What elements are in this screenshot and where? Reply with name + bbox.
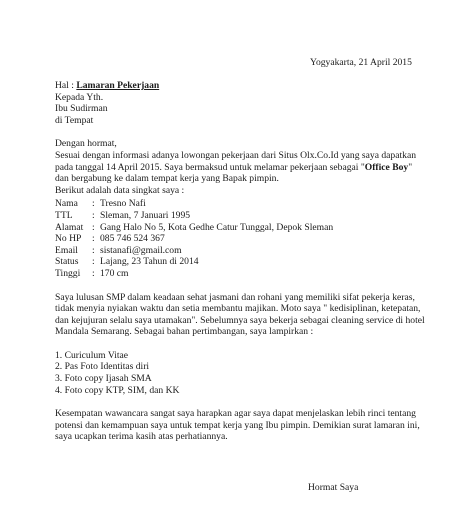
data-row-no-hp (55, 233, 427, 245)
subject-prefix: Hal : (55, 80, 77, 91)
data-value: Lajang, 23 Tahun di 2014 (100, 256, 199, 268)
data-row-email (55, 245, 427, 257)
data-row-alamat (55, 222, 427, 234)
body-line: tidak menyia nyiakan waktu dan setia membantu majikan. Moto saya " kedisiplinan, ketepatan, (55, 303, 421, 315)
data-value: Gang Halo No 5, Kota Gedhe Catur Tunggal, Depok Sleman (100, 221, 334, 233)
data-row-nama (55, 198, 427, 210)
intro-text: pada tanggal 14 April 2015. Saya bermaksud untuk melamar pekerjaan sebagai " (55, 161, 365, 173)
signoff: Hormat Saya (308, 482, 359, 493)
data-separator: : (92, 256, 95, 268)
data-value: sistanafi@gmail.com (100, 244, 182, 256)
letter-date: Yogyakarta, 21 April 2015 (310, 57, 412, 68)
data-label: Alamat (55, 221, 84, 233)
intro-line: Sesuai dengan informasi adanya lowongan pekerjaan dari Situs Olx.Co.Id yang saya dapatkan (55, 149, 416, 161)
position-title: Office Boy (364, 161, 409, 173)
body-line: dan kejujuran selalu saya utamakan". Sebelumnya saya bekerja sebagai cleaning service di hotel (55, 314, 425, 326)
data-label: TTL (55, 209, 73, 221)
subject-line (55, 80, 427, 92)
intro-line: dan bergabung ke dalam tempat kerja yang Bapak pimpin. (55, 173, 279, 185)
data-label: No HP (55, 233, 82, 245)
attachment-item: 4. Foto copy KTP, SIM, dan KK (55, 384, 180, 396)
data-value: Tresno Nafi (100, 198, 146, 210)
data-label: Nama (55, 198, 78, 210)
closing-line: Kesempatan wawancara sangat saya harapkan agar saya dapat menjelaskan lebih rinci tentang (55, 408, 416, 420)
data-row-tinggi (55, 268, 427, 280)
recipient-line: Kepada Yth. (55, 91, 104, 103)
body-line: Mandala Semarang. Sebagai bahan pertimbangan, saya lampirkan : (55, 326, 314, 338)
data-label: Status (55, 256, 79, 268)
data-separator: : (92, 233, 95, 245)
attachment-item: 2. Pas Foto Identitas diri (55, 361, 150, 373)
data-separator: : (92, 267, 95, 279)
data-row-status (55, 256, 427, 268)
data-row-ttl (55, 210, 427, 222)
recipient-place: di Tempat (55, 114, 94, 126)
recipient-name: Ibu Sudirman (55, 103, 108, 115)
intro-line: Berikut adalah data singkat saya : (55, 184, 185, 196)
data-value: 170 cm (100, 267, 129, 279)
data-value: Sleman, 7 Januari 1995 (100, 209, 191, 221)
data-label: Tinggi (55, 267, 81, 279)
data-separator: : (92, 244, 95, 256)
subject-text: Lamaran Pekerjaan (76, 80, 160, 91)
data-separator: : (92, 198, 95, 210)
data-separator: : (92, 209, 95, 221)
body-line: Saya lulusan SMP dalam keadaan sehat jasmani dan rohani yang memiliki sifat pekerja keras, (55, 291, 415, 303)
intro-line (55, 162, 427, 174)
letter-body (55, 80, 427, 443)
data-separator: : (92, 221, 95, 233)
data-value: 085 746 524 367 (100, 233, 165, 245)
greeting: Dengan hormat, (55, 138, 117, 150)
attachment-item: 3. Foto copy Ijasah SMA (55, 373, 152, 385)
closing-line: potensi dan kemampuan saya untuk tempat kerja yang Ibu pimpin. Demikian surat lamaran ini, (55, 419, 420, 431)
data-label: Email (55, 244, 78, 256)
personal-data-table (55, 198, 427, 279)
closing-line: saya ucapkan terima kasih atas perhatiannya. (55, 431, 228, 443)
intro-text: " (408, 161, 413, 173)
attachment-item: 1. Curiculum Vitae (55, 349, 129, 361)
